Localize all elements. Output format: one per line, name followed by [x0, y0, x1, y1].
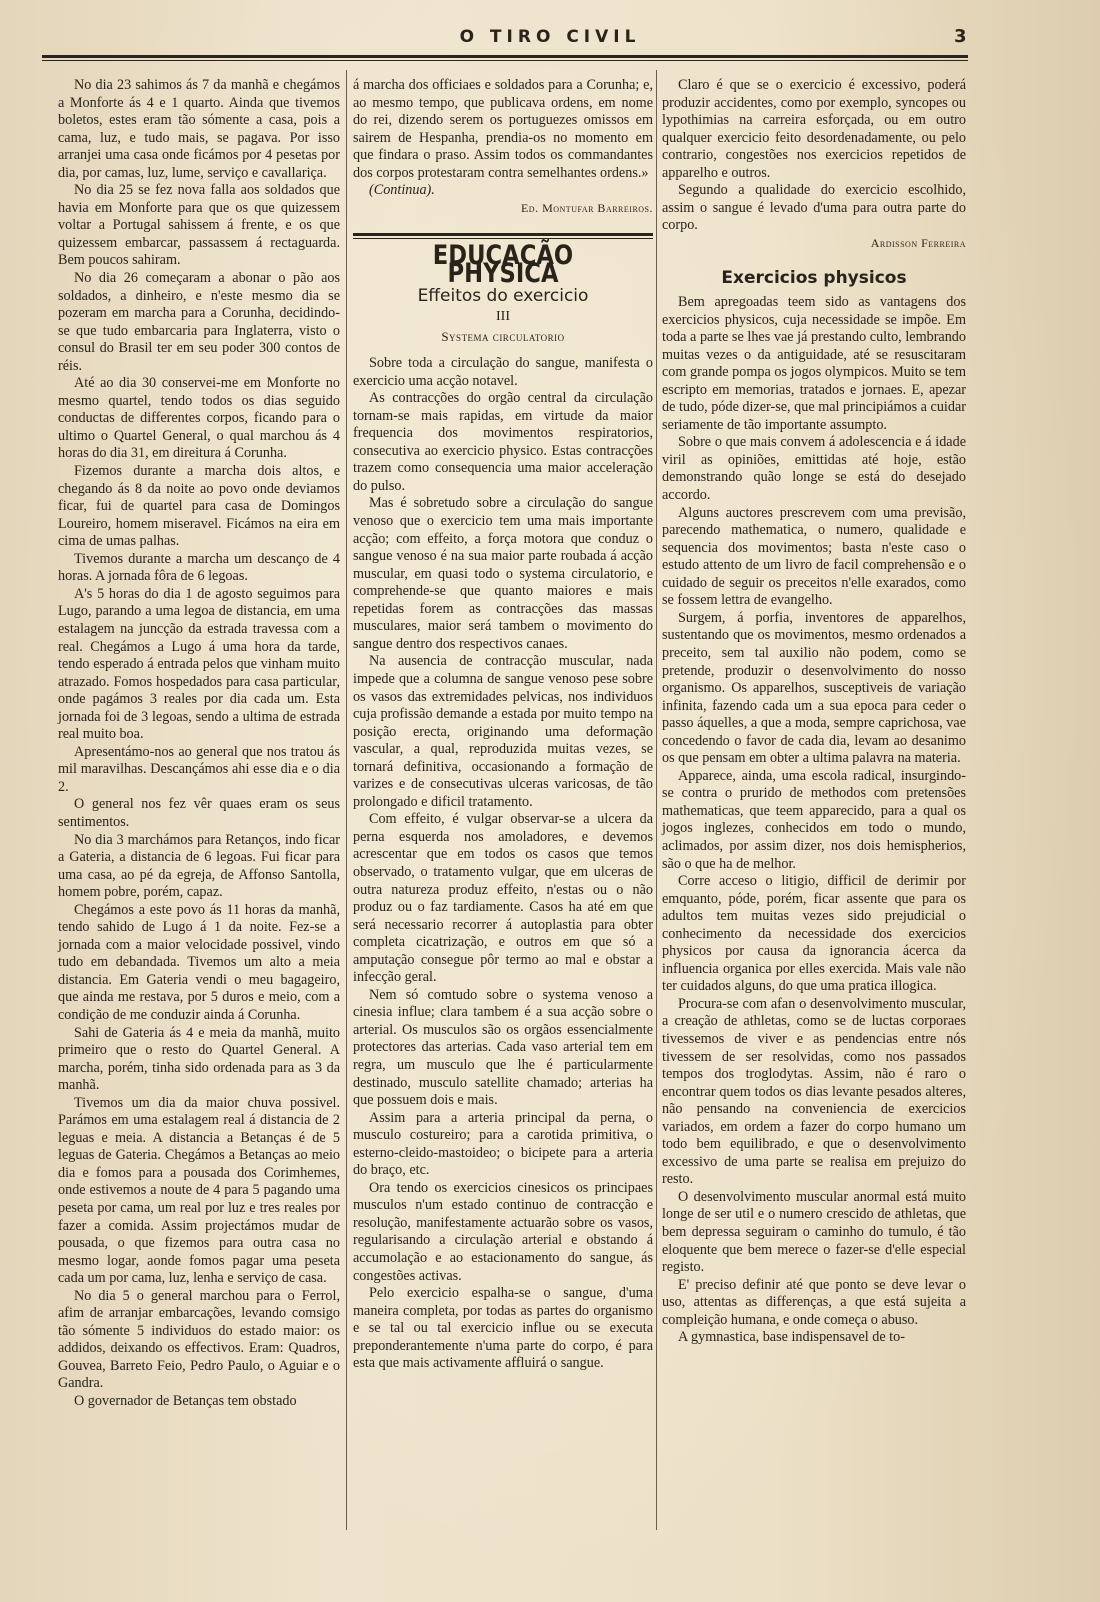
part-number: III — [496, 309, 510, 325]
paragraph: Nem só comtudo sobre o systema venoso a cinesia influe; clara tambem é a sua acção sobre o arterial. Os musculos são os orgãos essencialmente protectores das arterias. Cada vaso arterial tem em regra, um musculo que lhe é particularmente destinado, musculo satellite chamado; arterias ha que possuem dois e mais. — [353, 986, 653, 1109]
paragraph: Na ausencia de contracção muscular, nada impede que a columna de sangue venoso pese sobre os vasos das extremidades pelvicas, nos individuos cuja profissão demande a estada por muito tempo na posição erecta, originando uma deformação vascular, a qual, reproduzida muitas vezes, se tornará definitiva, occasionando a formação de varizes e de consecutivas ulceras varicosas, de tão prolongado e dificil tratamento. — [353, 653, 653, 810]
paragraph: No dia 23 sahimos ás 7 da manhã e chegámos a Monforte ás 4 e 1 quarto. Ainda que tivemos boletos, estes eram tão sómente a casa, pois a cama, luz, e tudo mais, se pagava. Por isso arranjei uma casa onde ficámos por 4 pesetas por dia, por camas, luz, lume, serviço e cavallariça. — [58, 77, 340, 181]
paragraph: O desenvolvimento muscular anormal está muito longe de ser util e o numero crescido de athletas, que bem depressa seguiram o caminho do tumulo, é tão eloquente que bem merece o fazer-se d'elle especial registo. — [662, 1188, 966, 1276]
paragraph: O governador de Betanças tem obstado — [74, 1393, 297, 1410]
column-left — [58, 77, 340, 1411]
column-divider-right — [656, 70, 657, 1530]
paragraph: O general nos fez vêr quaes eram os seus sentimentos. — [58, 796, 340, 830]
paragraph: Bem apregoadas teem sido as vantagens dos exercicios physicos, cuja necessidade se impõe. Em toda a parte se lhes vae já prestando culto, lembrando muitas vezes o da antiguidade, até se resuscitaram com grande pompa os jogos olympicos. Muito se tem escripto em memorias, tratados e jornaes. E, apezar de tudo, póde dizer-se, que mal principiámos a cuidar seriamente de tão importante assumpto. — [662, 294, 966, 433]
paragraph: Mas é sobretudo sobre a circulação do sangue venoso que o exercicio tem uma mais importante acção; com effeito, a força motora que conduz o sangue venoso é na sua maior parte roubada á acção muscular, em quasi todo o systema circulatorio, e comprehende-se que quanto maiores e mais repetidas forem as contracções das massas musculares, maior será tambem o movimento do sangue dentro dos respectivos canaes. — [353, 495, 653, 652]
paragraph: Sobre o que mais convem á adolescencia e á idade viril as opiniões, emittidas até hoje, estão demonstrando quão longe se está do desejado accordo. — [662, 434, 966, 504]
page-number: 3 — [954, 26, 967, 47]
paragraph: No dia 25 se fez nova falla aos soldados que havia em Monforte para que os que quizessem voltar a Portugal sahissem á frente, e os que quizessem embarcar, passassem á rectaguarda. Bem poucos sahiram. — [58, 182, 340, 269]
header-rule — [42, 55, 968, 58]
article-subhead: Systema circulatorio — [441, 328, 565, 344]
author-signature: Ardisson Ferreira — [870, 235, 966, 250]
paragraph: No dia 3 marchámos para Retanços, indo ficar a Gateria, a distancia de 6 legoas. Fui ficar para uma casa, ao pé da egreja, de Affonso Santolla, homem pobre, porém, capaz. — [58, 831, 340, 901]
paragraph: Até ao dia 30 conservei-me em Monforte no mesmo quartel, tendo todos os dias seguido conductas de differentes corpos, ficando para o ultimo o Quartel General, o qual marchou ás 4 horas do dia 31, em direitura á Corunha. — [58, 375, 340, 462]
paragraph: Assim para a arteria principal da perna, o musculo costureiro; para a carotida primitiva, o esterno-cleido-mastoideo; o bicipete para a arteria do braço, etc. — [353, 1109, 653, 1179]
article-title: Effeitos do exercicio — [417, 286, 589, 307]
paragraph: Apparece, ainda, uma escola radical, insurgindo-se contra o prurido de methodos com pretensões mathematicas, que teem apparecido, para a qual os jogos inglezes, conhecidos em todo o mundo, aclimados, por assim dizer, nos dois hemispherios, são o que ha de melhor. — [662, 767, 966, 872]
column-middle — [353, 77, 653, 1373]
paragraph: Surgem, á porfia, inventores de apparelhos, sustentando que os movimentos, mesmo ordenados a preceito, sem tal auxilio não podem, como se pretende, produzir o desenvolvimento do nosso organismo. Os apparelhos, susceptiveis de variação infinita, fazendo cada um a sua epoca para ceder o passo áquelles, a que a moda, sempre caprichosa, vae concedendo o favor de cada dia, levam ao desanimo os que pensam em obter a ultima palavra na materia. — [662, 609, 966, 767]
paragraph: Apresentámo-nos ao general que nos tratou ás mil maravilhas. Descançámos ahi esse dia e o dia 2. — [58, 743, 340, 795]
paragraph: Segundo a qualidade do exercicio escolhido, assim o sangue é levado d'uma para outra parte do corpo. — [662, 182, 966, 234]
paragraph: Sahi de Gateria ás 4 e meia da manhã, muito primeiro que o resto do Quartel General. A marcha, porém, tinha sido ordenada para as 3 da manhã. — [58, 1024, 340, 1094]
paragraph: E' preciso definir até que ponto se deve levar o uso, attentas as differenças, a que está sujeita a compleição humana, e onde começa o abuso. — [662, 1276, 966, 1328]
paragraph: As contracções do orgão central da circulação tornam-se mais rapidas, em virtude da maior frequencia dos movimentos respiratorios, consecutiva ao exercicio physico. Estas contracções trazem como consequencia uma maior acceleração do pulso. — [353, 390, 653, 494]
paragraph: Procura-se com afan o desenvolvimento muscular, a creação de athletas, como se de luctas corporaes tivessemos de viver e as pendencias entre nós tivessem de ser resolvidas, como nos passados tempos dos troglodytas. Assim, não é raro o encontrar quem todos os dias levante pesados alteres, não pensando na conveniencia de exercicios variados, em ordem a fazer do corpo humano um todo bem equilibrado, e que o desenvolvimento excessivo de uma parte se realisa em prejuizo do resto. — [662, 995, 966, 1188]
paragraph: Tivemos um dia da maior chuva possivel. Parámos em uma estalagem real á distancia de 2 leguas e meia. A distancia a Betanças é de 5 leguas de Gateria. Chegámos a Betanças ao meio dia e fomos para a pousada dos Corimhemes, onde estivemos a noute de 4 para 5 pagando uma peseta por cama, um real por luz e tres reales por fazer a comida. Assim projectámos mudar de pousada, o que fizemos para outra casa no mesmo logar, aonde fomos pagar uma peseta cada um por cama, luz, lenha e serviço de casa. — [58, 1094, 340, 1287]
article-title: Exercicios physicos — [721, 268, 907, 289]
paragraph: Fizemos durante a marcha dois altos, e chegando ás 8 da noite ao povo onde deviamos ficar, fui de quartel para casa de Domingos Loureiro, homem miseravel. Ficámos na eira em cima de umas palhas. — [58, 463, 340, 550]
paragraph: A gymnastica, base indispensavel de to- — [678, 1329, 905, 1346]
column-right — [662, 77, 966, 1347]
spacer — [662, 252, 966, 264]
section-title: EDUCAÇÃO PHYSICA — [432, 240, 574, 289]
paragraph: No dia 5 o general marchou para o Ferrol, afim de arranjar embarcações, levando comsigo tão sómente 5 individuos do estado maior: os addidos, deixando os effectivos. Eram: Quadros, Gouvea, Barreto Feio, Pedro Paulo, o Aguiar e o Gandra. — [58, 1287, 340, 1392]
header-rule-thin — [42, 60, 968, 61]
paragraph: Sobre toda a circulação do sangue, manifesta o exercicio uma acção notavel. — [353, 355, 653, 389]
section-rule — [353, 233, 653, 239]
paragraph: Corre acceso o litigio, difficil de derimir por emquanto, póde, porém, ficar assente que para os adultos tem muitas vezes sido prejudicial o conhecimento da necessidade dos exercicios physicos por causa da ignorancia ácerca da influencia organica por elles exercida. Mais vale não ter cuidados alguns, do que uma pratica illogica. — [662, 873, 966, 995]
column-divider-left — [346, 70, 347, 1530]
paragraph: No dia 26 começaram a abonar o pão aos soldados, a dinheiro, e n'este mesmo dia se pozeram em marcha para a Corunha, decidindo-se que tudo embarcaria para Inglaterra, visto o consul do Brasil ter em seu poder 300 contos de réis. — [58, 270, 340, 374]
paragraph: Com effeito, é vulgar observar-se a ulcera da perna esquerda nos amoladores, e devemos acrescentar que em todos os casos que temos observado, o tratamento vulgar, que em ulceras de outra natureza produz effeito, n'estas ou o não produz ou o faz tardiamente. Casos ha até em que será necessario recorrer á autoplastia para obter completa cicatrização, e outros em que só a amputação consegue pôr termo ao mal e obstar a infecção geral. — [353, 811, 653, 986]
author-signature: Ed. Montufar Barreiros. — [520, 200, 653, 215]
paragraph: á marcha dos officiaes e soldados para a Corunha; e, ao mesmo tempo, que publicava ordens, em nome do rei, dizendo serem os portuguezes omissos em sairem de Hespanha, prendia-os no momento em que findara o praso. Assim todos os commandantes dos corpos protestaram contra semelhantes ordens.» — [353, 77, 653, 181]
paragraph: Pelo exercicio espalha-se o sangue, d'uma maneira completa, por todas as partes do organismo e se tal ou tal exercicio influe ou se executa preponderantemente n'uma parte do corpo, é para esta que mais activamente affluirá o sangue. — [353, 1285, 653, 1372]
continua-text: (Continua). — [369, 182, 435, 199]
paragraph: Chegámos a este povo ás 11 horas da manhã, tendo sahido de Lugo á 1 da noite. Fez-se a jornada com a maior velocidade possivel, vindo tudo em debandada. Tivemos um alto a meia distancia. Em Gateria vendi o meu bagageiro, que ainda me restava, por 5 duros e meio, com a condição de me conduzir ainda á Corunha. — [58, 901, 340, 1023]
paragraph: Ora tendo os exercicios cinesicos os principaes musculos n'um estado continuo de contracção e resolução, manifestamente actuarão sobre os vasos, regularisando a circulação arterial e obstando á accumolação e ao estacionamento do sangue, ás congestões activas. — [353, 1179, 653, 1284]
paragraph: Alguns auctores prescrevem com uma previsão, parecendo mathematica, o numero, qualidade e sequencia dos movimentos; basta n'este caso o estudo attento de um livro de facil comprehensão e o cuidado de seguir os preceitos n'elle exarados, como se fossem lettra de evangelho. — [662, 504, 966, 609]
masthead-title: O TIRO CIVIL — [459, 27, 641, 47]
continua-note — [353, 182, 653, 200]
paragraph: A's 5 horas do dia 1 de agosto seguimos para Lugo, parando a uma legoa de distancia, em uma estalagem na juncção da estrada travessa com a real. Chegámos a Lugo á uma hora da tarde, tendo esperado á entrada pelos que vinham muito atrazado. Fomos hospedados para casa particular, onde pagámos 3 reales por dia cada um. Esta jornada foi de 3 legoas, sendo a ultima de estrada real muito boa. — [58, 585, 340, 743]
paragraph: Claro é que se o exercicio é excessivo, poderá produzir accidentes, como por exemplo, syncopes ou lypothimias na carreira esforçada, ou em outro qualquer exercicio feito desordenadamente, ou pelo contrario, congestões nos exercicios repetidos de apparelho e outros. — [662, 77, 966, 181]
paragraph: Tivemos durante a marcha um descanço de 4 horas. A jornada fôra de 6 legoas. — [58, 550, 340, 585]
